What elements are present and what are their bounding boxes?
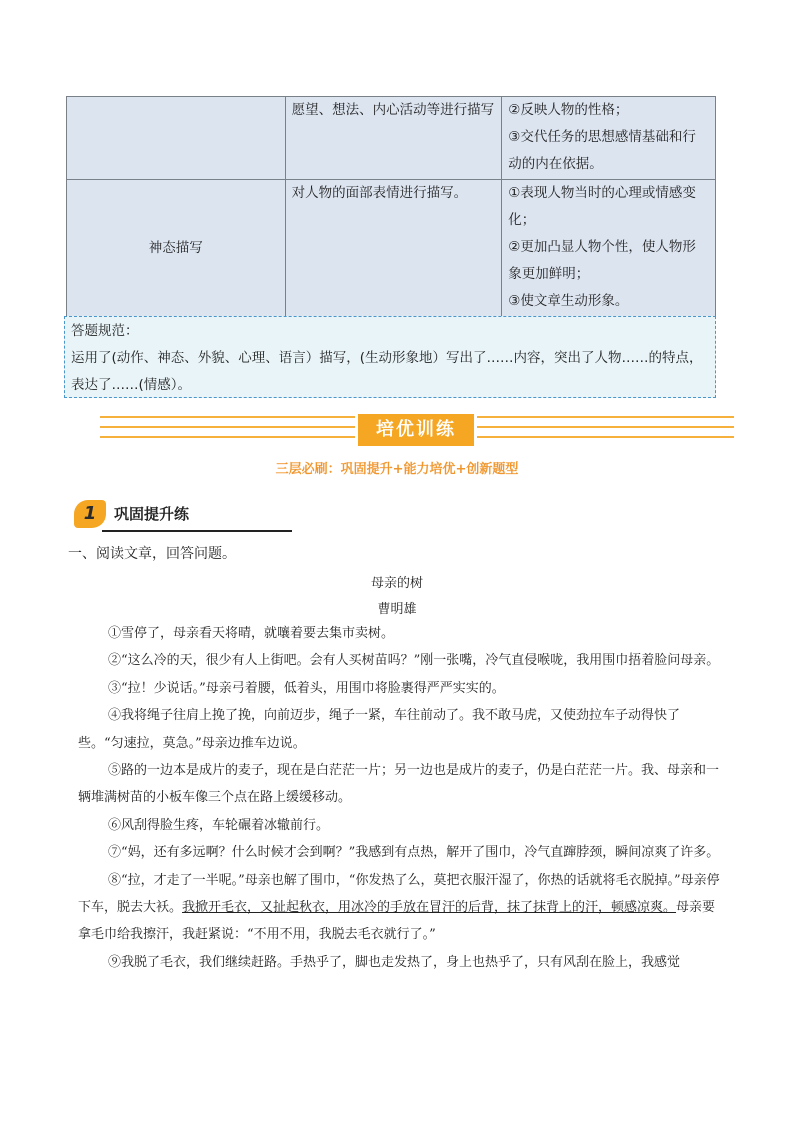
article-body xyxy=(78,620,723,976)
article-paragraph: ⑥风刮得脸生疼，车轮碾着冰辙前行。 xyxy=(108,817,330,833)
answer-norm-box xyxy=(64,316,716,398)
section-number-badge: 1 xyxy=(74,500,106,528)
article-paragraph: ②“这么冷的天，很少有人上街吧。会有人买树苗吗？”刚一张嘴，冷气直侵喉咙，我用围巾捂着脸问母亲。 xyxy=(108,653,720,669)
article-paragraph: ①雪停了，母亲看天将晴，就嚷着要去集市卖树。 xyxy=(108,626,395,641)
table-row xyxy=(67,180,716,317)
answer-norm-label: 答题规范： xyxy=(71,323,139,339)
effect-item: ②反映人物的性格； xyxy=(508,102,629,118)
section-underline xyxy=(102,530,292,532)
article-paragraph: ⑨我脱了毛衣，我们继续赶路。手热乎了，脚也走发热了，身上也热乎了，只有风刮在脸上，我感觉 xyxy=(108,954,681,970)
article-paragraph: ⑦“妈，还有多远啊？什么时候才会到啊？”我感到有点热，解开了围巾，冷气直蹿脖颈，瞬间凉爽了许多。 xyxy=(108,845,720,861)
answer-norm-text: 运用了(动作、神态、外貌、心理、语言）描写，(生动形象地）写出了……内容，突出了人物……的特点，表达了……(情感）。 xyxy=(71,350,703,393)
table-row xyxy=(67,97,716,180)
description-effect-cell xyxy=(502,97,716,180)
article-paragraph: ⑤路的一边本是成片的麦子，现在是白茫茫一片；另一边也是成片的麦子，仍是白茫茫一片。我、母亲和一辆堆满树苗的小板车像三个点在路上缓缓移动。 xyxy=(78,763,720,806)
section-title: 巩固提升练 xyxy=(114,505,190,523)
banner-subtitle: 三层必刷：巩固提升+能力培优+创新题型 xyxy=(275,462,519,477)
section-heading xyxy=(74,500,224,530)
description-effect-cell xyxy=(502,180,716,317)
effect-item: ②更加凸显人物个性，使人物形象更加鲜明； xyxy=(508,239,696,282)
paragraph-text: ⑧“拉，才走了一半呢。”母亲也解了围巾，“你发热了么，莫把衣服汗湿了，你热的话就将毛衣脱掉。”母亲停下车，脱去大袄。 xyxy=(78,872,720,916)
banner-title: 培优训练 xyxy=(358,414,474,446)
description-method-cell: 愿望、想法、内心活动等进行描写 xyxy=(285,97,502,180)
paragraph-text: 母亲要拿毛巾给我擦汗，我赶紧说：“不用不用，我脱去毛衣就行了。” xyxy=(78,900,716,943)
question-intro: 一、阅读文章，回答问题。 xyxy=(68,546,236,562)
article-paragraph xyxy=(78,867,723,949)
article-title: 母亲的树 xyxy=(370,576,423,591)
article-author: 曹明雄 xyxy=(377,602,417,617)
underlined-sentence: 我掀开毛衣，又扯起秋衣，用冰冷的手放在冒汗的后背，抹了抹背上的汗，顿感凉爽。 xyxy=(182,900,677,916)
description-table xyxy=(66,96,716,317)
effect-item: ①表现人物当时的心理或情感变化； xyxy=(508,185,696,228)
description-type-cell xyxy=(67,97,286,180)
effect-item: ③交代任务的思想感情基础和行动的内在依据。 xyxy=(508,129,696,172)
description-type-cell: 神态描写 xyxy=(67,180,286,317)
article-paragraph: ③“拉！少说话。”母亲弓着腰，低着头，用围巾将脸裹得严严实实的。 xyxy=(108,680,505,696)
description-method-cell: 对人物的面部表情进行描写。 xyxy=(285,180,502,317)
effect-item: ③使文章生动形象。 xyxy=(508,293,629,309)
article-paragraph: ④我将绳子往肩上挽了挽，向前迈步，绳子一紧，车往前动了。我不敢马虎，又使劲拉车子动得快了些。“匀速拉，莫急。”母亲边推车边说。 xyxy=(78,708,681,751)
